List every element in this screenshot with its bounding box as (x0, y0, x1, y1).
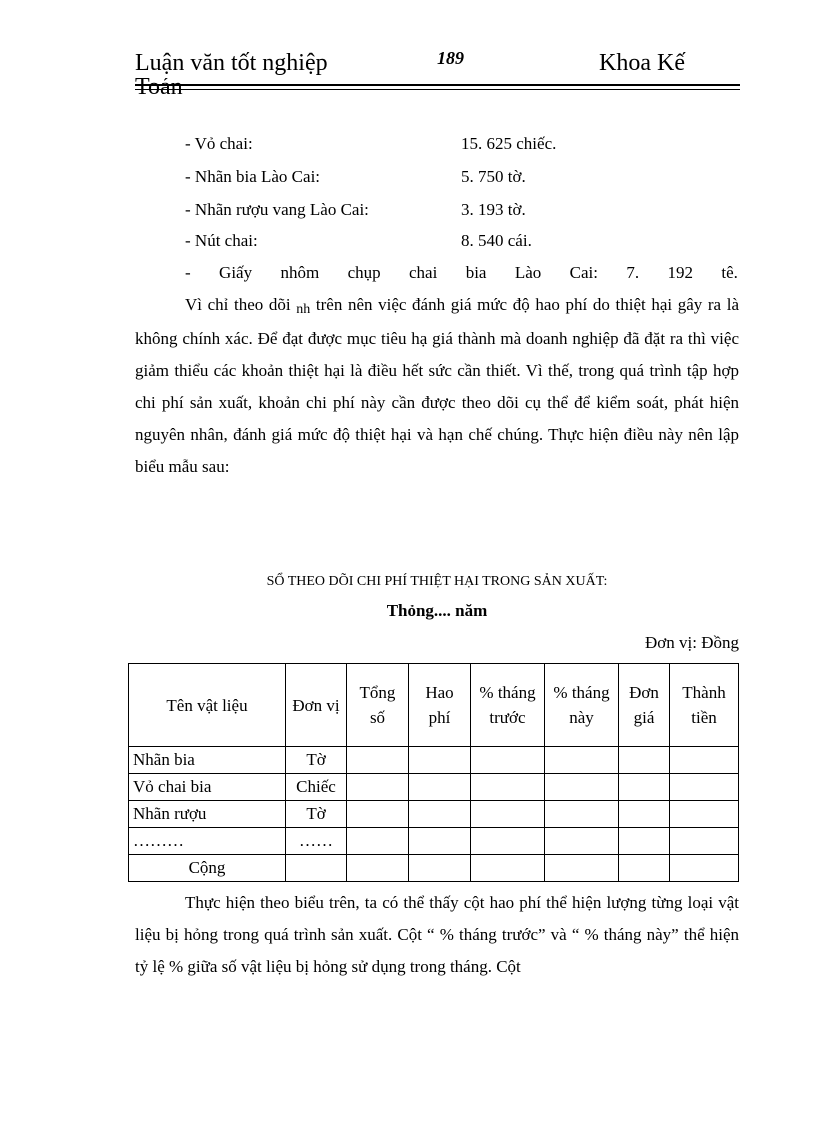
column-header: % tháng này (545, 664, 619, 747)
header-title: Luận văn tốt nghiệp (135, 50, 328, 76)
justified-word: Cai: (569, 263, 599, 282)
paragraph-text-rest: trên nên việc đánh giá mức độ hao phí do thiệt hại gây ra là không chính xác. Để đạt được mục tiêu hạ giá thành mà doanh nghiệp đã đặt ra thì việc giảm thiểu các khoản thiệt hại là điều hết sức cần thiết. Vì thế, trong quá trình tập hợp chi phí sản xuất, khoản chi phí này cần được theo dõi cụ thể để kiểm soát, phát hiện nguyên nhân, đánh giá mức độ thiệt hại và hạn chế chúng. Thực hiện điều này nên lập biểu mẫu sau: (135, 295, 739, 476)
empty-cell (409, 801, 471, 828)
list-item-label: - Vỏ chai: (185, 134, 253, 153)
empty-cell (409, 828, 471, 855)
list-item-justified (185, 263, 738, 283)
empty-cell (545, 828, 619, 855)
list-item-value: 3. 193 tờ. (461, 200, 526, 219)
unit-cell (286, 855, 347, 882)
empty-cell (471, 801, 545, 828)
empty-cell (471, 747, 545, 774)
empty-cell (619, 747, 670, 774)
column-header: Đơn vị (286, 664, 347, 747)
empty-cell (619, 774, 670, 801)
table-row (129, 747, 739, 774)
body-paragraph (135, 289, 739, 483)
justified-word: 192 (667, 263, 694, 282)
header-rule-thick (135, 84, 740, 86)
empty-cell (619, 828, 670, 855)
page-number: 189 (437, 48, 464, 68)
empty-cell (347, 855, 409, 882)
justified-word: chai (409, 263, 438, 282)
list-item-label: - Nhãn bia Lào Cai: (185, 167, 321, 186)
empty-cell (670, 774, 739, 801)
empty-cell (670, 801, 739, 828)
empty-cell (670, 747, 739, 774)
unit-cell: Tờ (286, 747, 347, 774)
list-item-label: - Nhãn rượu vang Lào Cai: (185, 200, 369, 219)
justified-word: 7. (626, 263, 640, 282)
table-row (129, 828, 739, 855)
damage-cost-table (128, 663, 739, 882)
total-label-cell: Cộng (129, 855, 286, 882)
header-rule-thin (135, 89, 740, 90)
list-item-label: - Nút chai: (185, 231, 258, 250)
empty-cell (619, 801, 670, 828)
empty-cell (619, 855, 670, 882)
table-total-row (129, 855, 739, 882)
table-header-row (129, 664, 739, 747)
empty-cell (545, 855, 619, 882)
table-row (129, 801, 739, 828)
justified-word: Lào (514, 263, 542, 282)
table-subtitle: Thỏng.... năm (386, 601, 488, 620)
empty-cell (347, 774, 409, 801)
column-header: Đơn giá (619, 664, 670, 747)
unit-cell: Tờ (286, 801, 347, 828)
table-row (129, 774, 739, 801)
paragraph-small-text: nh (296, 302, 311, 317)
list-item-value: 15. 625 chiếc. (461, 134, 557, 153)
empty-cell (545, 747, 619, 774)
column-header: Hao phí (409, 664, 471, 747)
column-header: % tháng trước (471, 664, 545, 747)
justified-word: chụp (347, 263, 381, 282)
empty-cell (409, 774, 471, 801)
list-item-value: 8. 540 cái. (461, 231, 532, 250)
list-item-value: 5. 750 tờ. (461, 167, 526, 186)
justified-word: tê. (721, 263, 738, 282)
empty-cell (670, 828, 739, 855)
column-header: Tổng số (347, 664, 409, 747)
justified-word: - (185, 263, 191, 282)
header-title-continued: Toán (135, 78, 183, 98)
table-title: SỔ THEO DÕI CHI PHÍ THIỆT HẠI TRONG SẢN XUẤT: (266, 574, 608, 589)
empty-cell (670, 855, 739, 882)
empty-cell (409, 855, 471, 882)
empty-cell (545, 774, 619, 801)
column-header: Tên vật liệu (129, 664, 286, 747)
empty-cell (409, 747, 471, 774)
paragraph-text: Vì chỉ theo dõi (185, 295, 291, 314)
column-header: Thành tiền (670, 664, 739, 747)
material-name-cell: Vỏ chai bia (129, 774, 286, 801)
empty-cell (347, 801, 409, 828)
empty-cell (471, 774, 545, 801)
justified-word: Giấy (219, 263, 253, 282)
empty-cell (471, 828, 545, 855)
header-department: Khoa Kế (599, 50, 685, 76)
unit-cell: …… (286, 828, 347, 855)
material-name-cell: Nhãn bia (129, 747, 286, 774)
material-name-cell: Nhãn rượu (129, 801, 286, 828)
empty-cell (347, 747, 409, 774)
justified-word: bia (465, 263, 487, 282)
body-paragraph-2: Thực hiện theo biểu trên, ta có thể thấy cột hao phí thể hiện lượng từng loại vật liệu bị hỏng trong quá trình sản xuất. Cột “ % tháng trước” và “ % tháng này” thể hiện tỷ lệ % giữa số vật liệu bị hỏng sử dụng trong tháng. Cột (135, 893, 739, 976)
empty-cell (471, 855, 545, 882)
empty-cell (545, 801, 619, 828)
table-unit: Đơn vị: Đồng (645, 633, 739, 652)
material-name-cell: ……… (129, 828, 286, 855)
justified-word: nhôm (280, 263, 320, 282)
empty-cell (347, 828, 409, 855)
unit-cell: Chiếc (286, 774, 347, 801)
